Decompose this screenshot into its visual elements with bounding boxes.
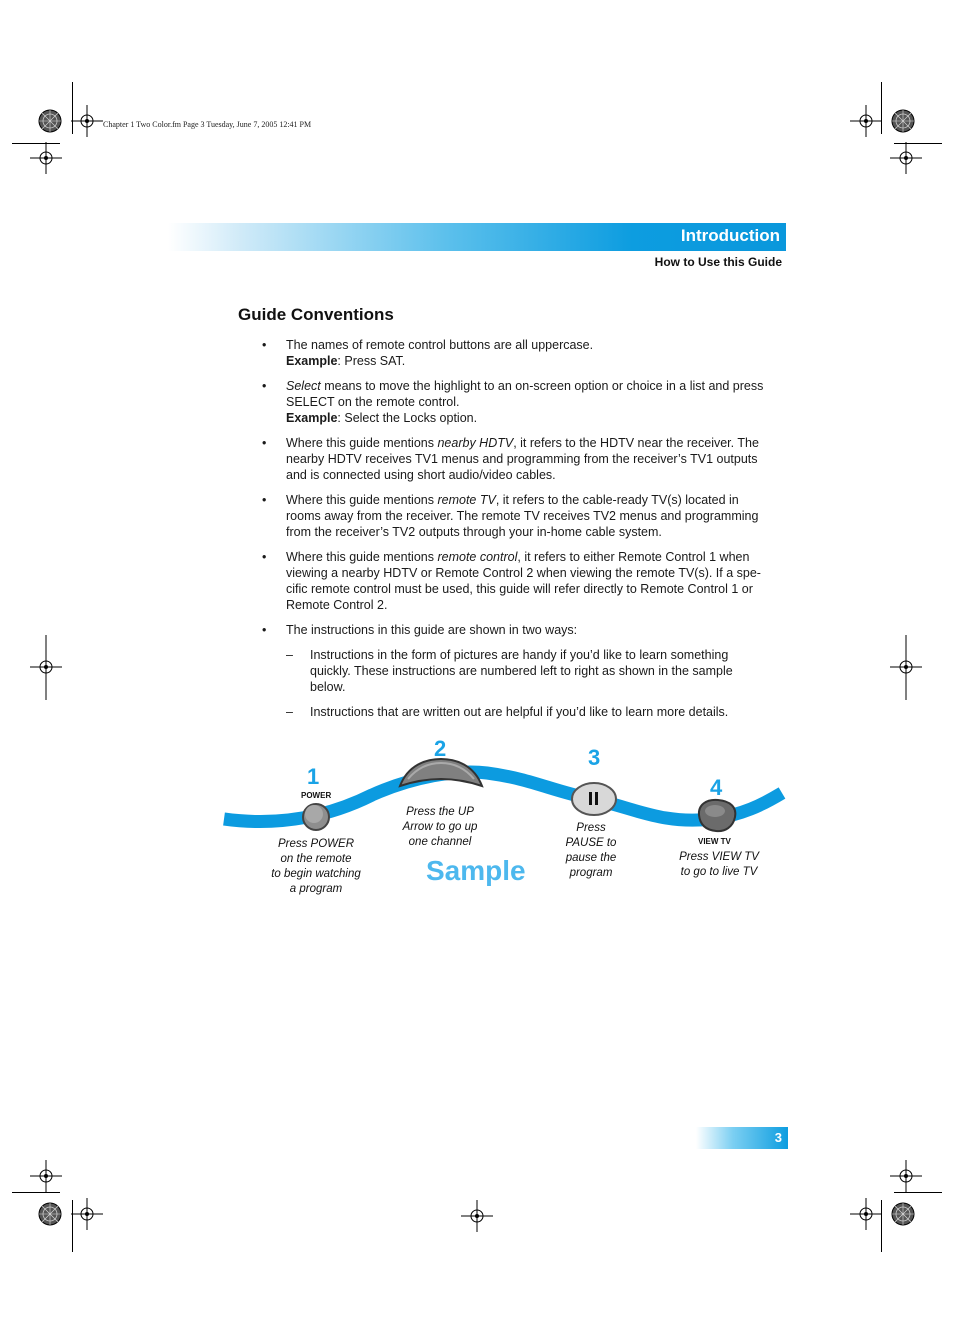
step-2-number: 2 xyxy=(434,736,447,761)
step-4-number: 4 xyxy=(710,775,723,800)
text-line xyxy=(286,581,788,597)
text-line xyxy=(286,451,788,467)
caption-line: Arrow to go up xyxy=(402,821,478,833)
bullet-item xyxy=(260,492,788,540)
step-2-caption xyxy=(381,805,499,850)
caption-line: one channel xyxy=(408,836,472,848)
text-run: rooms away from the receiver. The remote TV receives TV2 menus and programming xyxy=(286,509,759,523)
bullet-glyph: • xyxy=(262,493,267,507)
text-run: , it refers to the HDTV near the receiver. The xyxy=(513,436,759,450)
text-line xyxy=(310,704,788,720)
bullet-item xyxy=(260,378,788,426)
caption-line: program xyxy=(569,867,613,879)
text-run: Instructions that are written out are helpful if you’d like to learn more details. xyxy=(310,705,729,719)
power-button-label: POWER xyxy=(301,791,332,800)
file-header: Chapter 1 Two Color.fm Page 3 Tuesday, June 7, 2005 12:41 PM xyxy=(103,120,312,129)
step-1-number: 1 xyxy=(307,764,320,789)
text-run: SELECT on the remote control. xyxy=(286,395,460,409)
text-line xyxy=(286,492,788,508)
bullet-glyph: • xyxy=(262,436,267,450)
text-run: means to move the highlight to an on-screen option or choice in a list and press xyxy=(320,379,764,393)
sub-item xyxy=(260,704,788,720)
text-line xyxy=(286,410,788,426)
view-tv-button-label: VIEW TV xyxy=(698,837,731,846)
text-run: Where this guide mentions xyxy=(286,436,438,450)
caption-line: pause the xyxy=(565,852,617,864)
text-run: nearby HDTV receives TV1 menus and programming from the receiver’s TV1 outputs xyxy=(286,452,758,466)
step-4-caption xyxy=(661,850,777,880)
bullet-item xyxy=(260,622,788,638)
italic-run: nearby HDTV xyxy=(437,436,514,450)
text-run: Where this guide mentions xyxy=(286,493,438,507)
caption-line: PAUSE to xyxy=(565,837,617,849)
caption-line: to go to live TV xyxy=(680,866,758,878)
caption-line: to begin watching xyxy=(271,868,361,880)
text-run: from the receiver’s TV2 outputs through your in-home cable system. xyxy=(286,525,662,539)
text-run: below. xyxy=(310,680,346,694)
guide-conventions-list xyxy=(260,337,788,729)
text-line xyxy=(286,353,788,369)
text-line xyxy=(286,597,788,613)
pause-button xyxy=(572,783,616,815)
italic-run: remote TV xyxy=(437,493,496,507)
sample-watermark: Sample xyxy=(426,855,526,886)
text-run: The names of remote control buttons are all uppercase. xyxy=(286,338,594,352)
text-run: viewing a nearby HDTV or Remote Control 2 when viewing the remote TV(s). If a spe- xyxy=(286,566,761,580)
text-line xyxy=(310,679,788,695)
caption-line: a program xyxy=(289,883,343,895)
text-run: Instructions in the form of pictures are handy if you’d like to learn something xyxy=(310,648,729,662)
text-run: Remote Control 2. xyxy=(286,598,388,612)
text-line xyxy=(286,549,788,565)
text-line xyxy=(286,378,788,394)
text-line xyxy=(286,467,788,483)
caption-line: on the remote xyxy=(280,853,352,865)
bullet-glyph: • xyxy=(262,379,267,393)
caption-line: Press VIEW TV xyxy=(679,851,759,863)
bold-run: Example xyxy=(286,354,338,368)
text-line xyxy=(286,337,788,353)
dash-glyph: – xyxy=(286,648,293,662)
page-number-tab xyxy=(696,1127,788,1149)
step-3-caption xyxy=(551,821,631,881)
text-run: quickly. These instructions are numbered left to right as shown in the sample xyxy=(310,664,733,678)
text-line xyxy=(286,565,788,581)
text-line xyxy=(310,647,788,663)
section-title: Guide Conventions xyxy=(238,305,394,324)
bullet-glyph: • xyxy=(262,623,267,637)
caption-line: Press the UP xyxy=(406,806,474,818)
text-run: Where this guide mentions xyxy=(286,550,438,564)
text-run: , it refers to the cable-ready TV(s) located in xyxy=(495,493,739,507)
italic-run: remote control xyxy=(437,550,518,564)
bullet-glyph: • xyxy=(262,338,267,352)
text-run: cific remote control must be used, this guide will refer directly to Remote Control 1 or xyxy=(286,582,753,596)
text-run: : Select the Locks option. xyxy=(337,411,478,425)
italic-run: Select xyxy=(286,379,321,393)
caption-line: Press POWER xyxy=(277,838,355,850)
text-line xyxy=(286,622,788,638)
text-line xyxy=(310,663,788,679)
text-run: : Press SAT. xyxy=(337,354,406,368)
section-subhead: How to Use this Guide xyxy=(654,255,782,269)
bullet-item xyxy=(260,549,788,613)
text-line xyxy=(286,524,788,540)
text-line xyxy=(286,508,788,524)
text-line xyxy=(286,394,788,410)
caption-line: Press xyxy=(576,822,606,834)
chapter-title: Introduction xyxy=(680,226,780,245)
text-run: and is connected using short audio/video cables. xyxy=(286,468,556,482)
bullet-glyph: • xyxy=(262,550,267,564)
bullet-item xyxy=(260,337,788,369)
text-run: The instructions in this guide are shown in two ways: xyxy=(286,623,578,637)
page-number: 3 xyxy=(774,1130,782,1145)
text-line xyxy=(286,435,788,451)
step-1-caption xyxy=(256,837,376,897)
chapter-banner xyxy=(168,223,786,251)
bullet-item xyxy=(260,435,788,483)
dash-glyph: – xyxy=(286,705,293,719)
text-run: , it refers to either Remote Control 1 when xyxy=(517,550,750,564)
step-3-number: 3 xyxy=(588,745,601,770)
bold-run: Example xyxy=(286,411,338,425)
sub-item xyxy=(260,647,788,695)
